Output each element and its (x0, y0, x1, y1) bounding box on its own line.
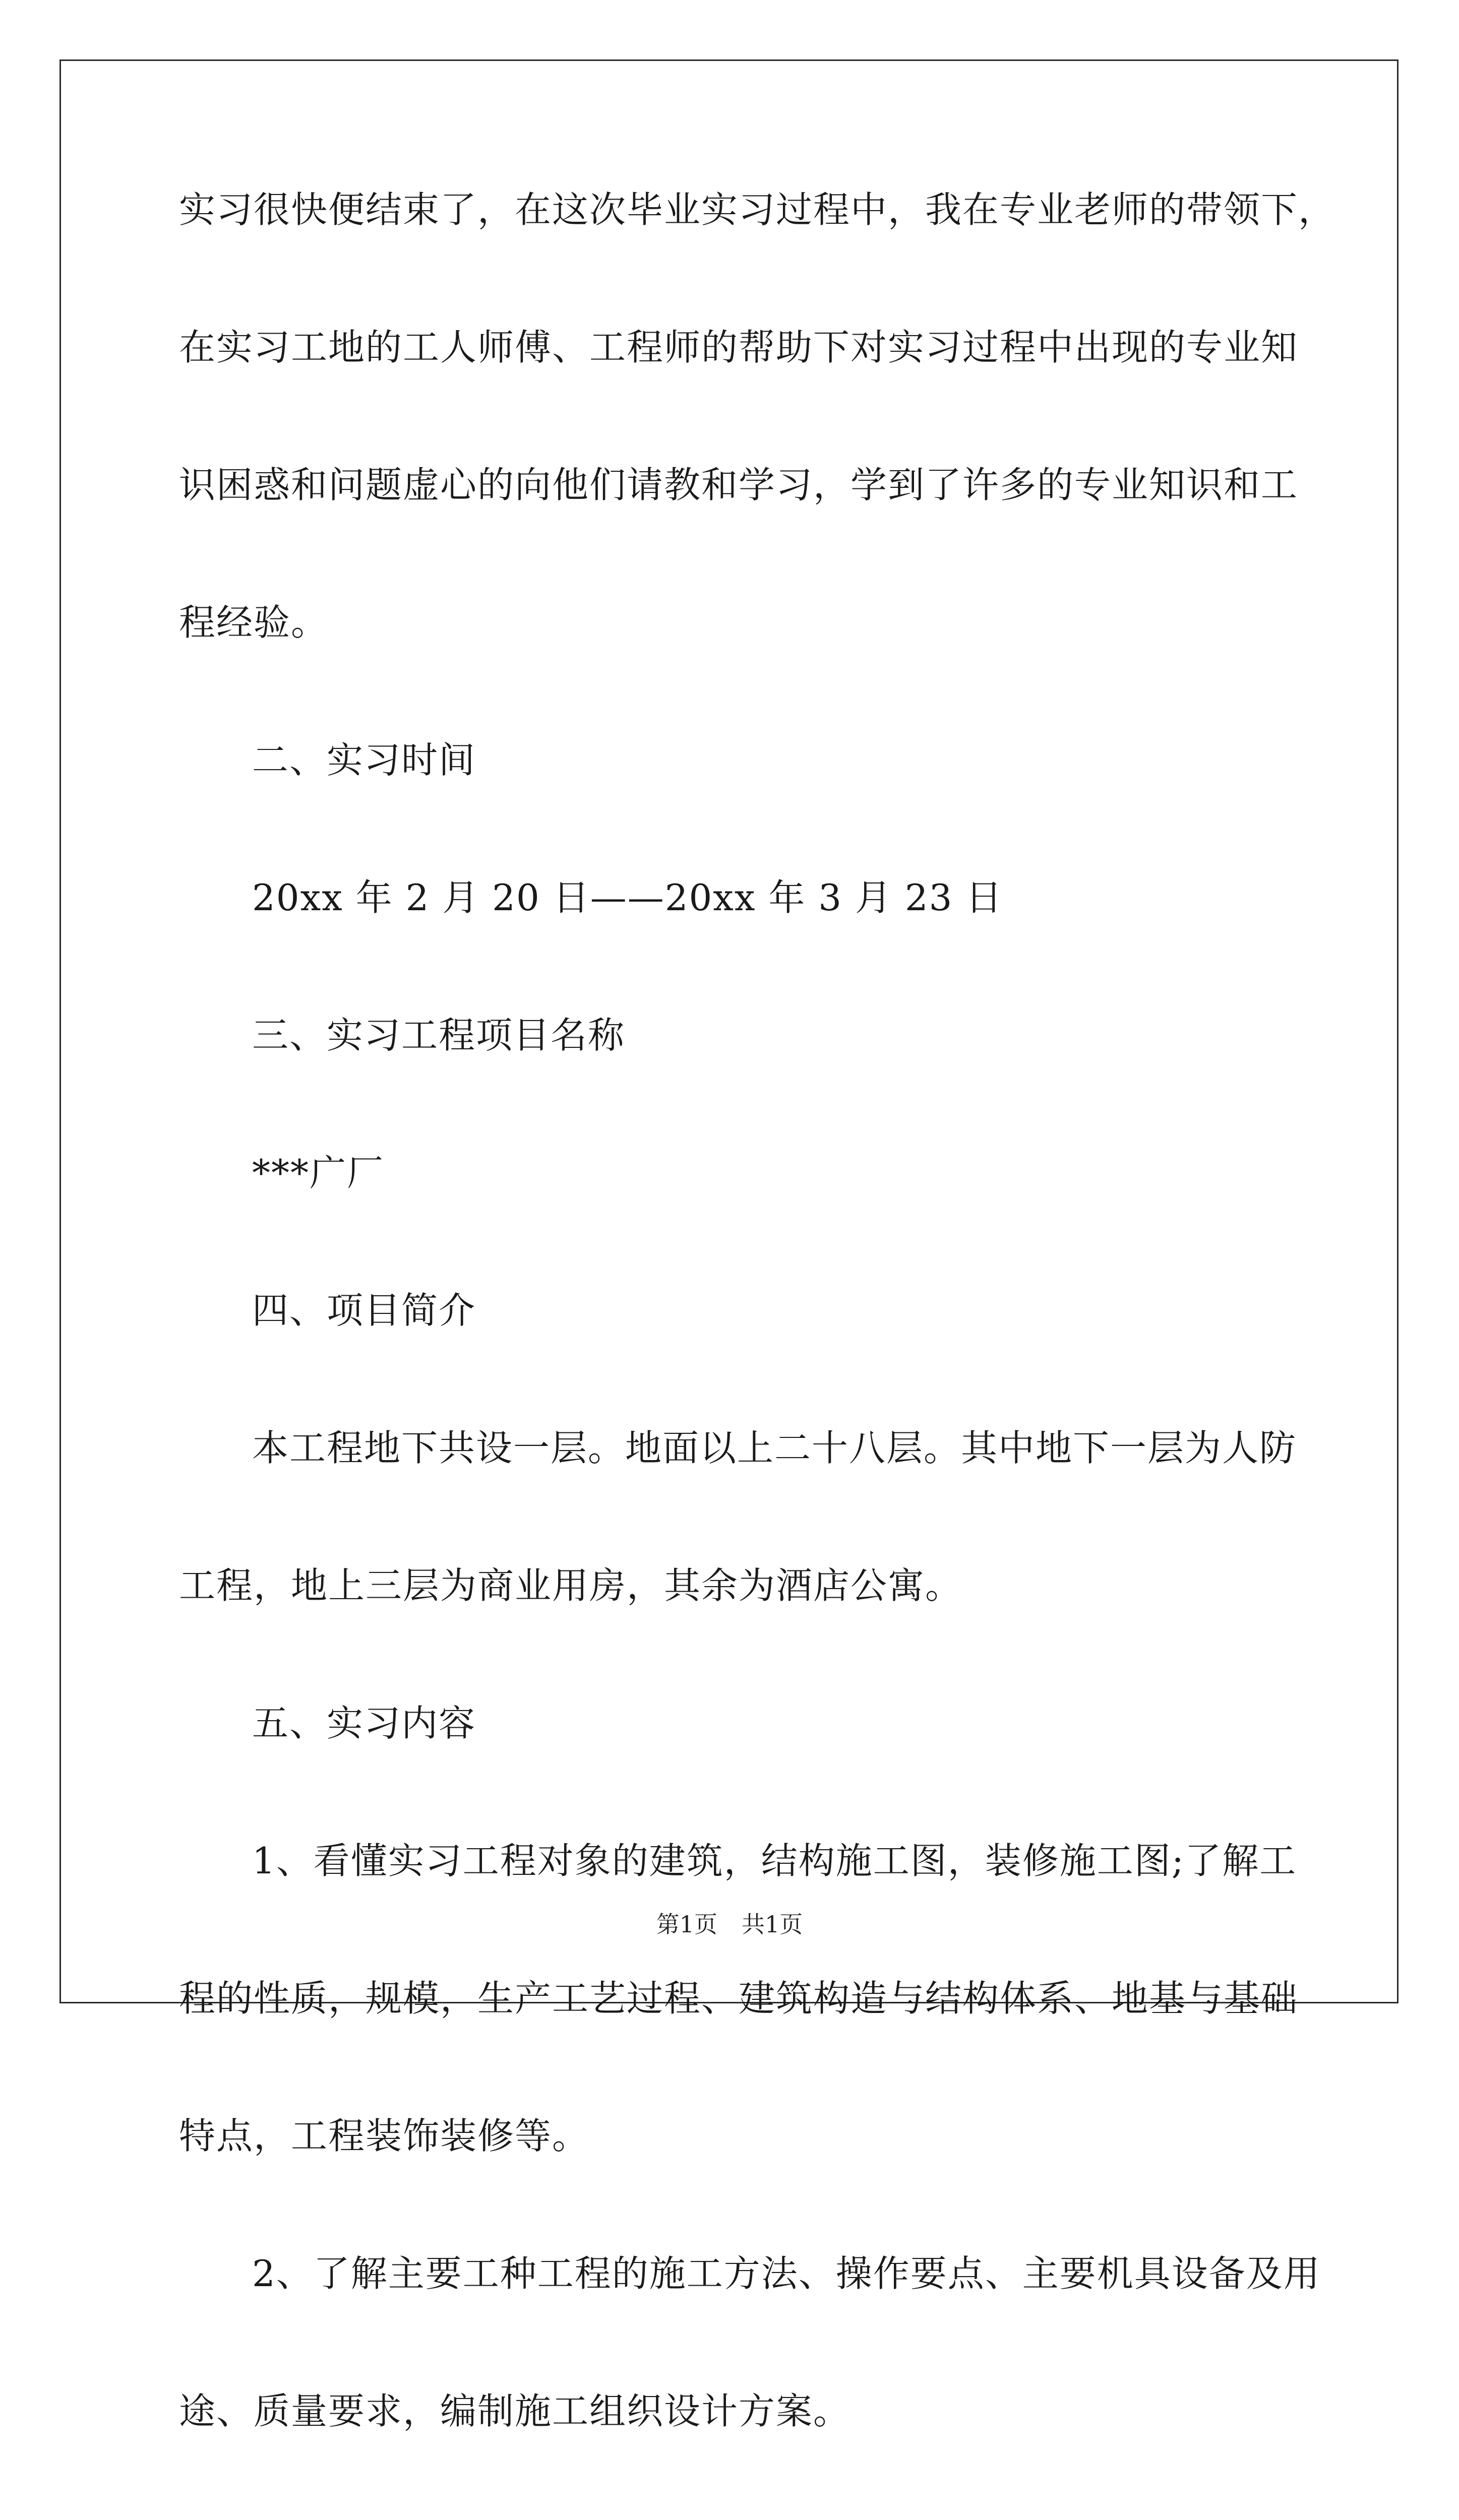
paragraph-line: 途、质量要求，编制施工组织设计方案。 (179, 2390, 851, 2432)
paragraph-line: 程经验。 (179, 601, 329, 644)
paragraph-line: 工程，地上三层为商业用房，其余为酒店公寓。 (179, 1564, 963, 1607)
paragraph-line: 实习很快便结束了，在这次毕业实习过程中，我在专业老师的带领下， (179, 188, 1336, 231)
section-heading: 二、实习时间 (252, 739, 476, 781)
paragraph-line: 识困惑和问题虚心的向他们请教和学习，学到了许多的专业知识和工 (179, 464, 1299, 506)
paragraph-line: 1、看懂实习工程对象的建筑，结构施工图，装修施工图;了解工 (252, 1840, 1297, 1882)
section-heading: 四、项目简介 (252, 1289, 476, 1332)
page-total: 共1页 (742, 1911, 803, 1938)
paragraph-line: 2、了解主要工种工程的施工方法、操作要点、主要机具设备及用 (252, 2252, 1321, 2295)
paragraph-line: 在实习工地的工人师傅、工程师的帮助下对实习过程中出现的专业知 (179, 326, 1299, 368)
paragraph-line: 特点，工程装饰装修等。 (179, 2115, 590, 2157)
document-body (179, 188, 1336, 2520)
paragraph-line: 20xx 年 2 月 20 日——20xx 年 3 月 23 日 (252, 876, 1003, 919)
section-heading: 五、实习内容 (252, 1702, 476, 1744)
page-number: 第1页 (656, 1911, 717, 1938)
page-footer (0, 1913, 1459, 1936)
paragraph-line: 程的性质，规模，生产工艺过程、建筑构造与结构体系、地基与基础 (179, 1977, 1299, 2020)
section-heading: 三、实习工程项目名称 (252, 1014, 626, 1056)
paragraph-line: ***广厂 (252, 1152, 385, 1194)
paragraph-line: 本工程地下共设一层。地面以上二十八层。其中地下一层为人防 (252, 1427, 1297, 1469)
